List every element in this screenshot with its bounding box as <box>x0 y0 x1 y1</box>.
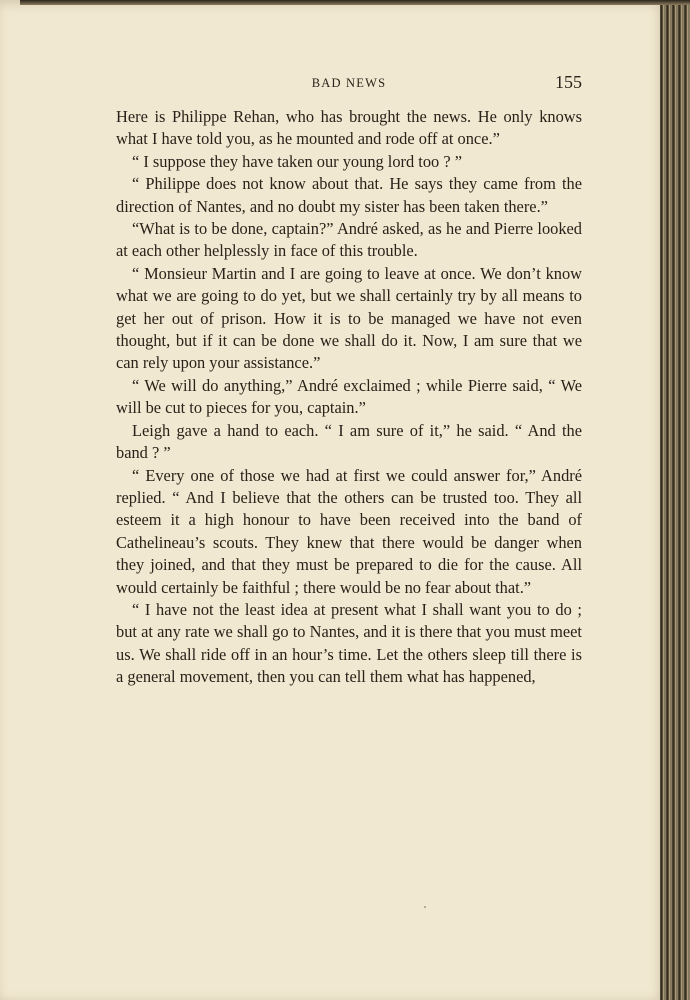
page-number: 155 <box>555 72 582 92</box>
running-head: BAD NEWS <box>311 76 387 90</box>
paragraph: “ We will do anything,” André exclaimed ; while Pierre said, “ We will be cut to pieces for you, captain.” <box>116 375 582 418</box>
page-header <box>116 72 582 96</box>
body-text <box>116 106 582 689</box>
paper-speck <box>424 906 426 908</box>
paragraph: “ I have not the least idea at present what I shall want you to do ; but at any rate we shall go to Nantes, and it is there that you must meet us. We shall ride off in an hour’s time. Let the others sleep till there is a general movement, then you can tell them what has happened, <box>116 599 582 687</box>
paragraph: “ Every one of those we had at first we could answer for,” André replied. “ And I believe that the others can be trusted too. They all esteem it a high honour to have been received into the band of Cathelineau’s scouts. They knew that there would be danger when they joined, and that they must be prepared to die for the cause. All would certainly be faithful ; there would be no fear about that.” <box>116 465 582 597</box>
paragraph: Leigh gave a hand to each. “ I am sure of it,” he said. “ And the band ? ” <box>116 420 582 463</box>
paragraph: “What is to be done, captain?” André asked, as he and Pierre looked at each other helplessly in face of this trouble. <box>116 219 582 261</box>
paragraph: Here is Philippe Rehan, who has brought the news. He only knows what I have told you, as he mounted and rode off at once.” <box>116 107 582 149</box>
page-stack-edge <box>660 0 690 1000</box>
binding-edge <box>20 0 690 5</box>
paragraph: “ Philippe does not know about that. He says they came from the direction of Nantes, and no doubt my sister has been taken there.” <box>116 174 582 216</box>
paragraph: “ I suppose they have taken our young lord too ? ” <box>132 151 462 171</box>
paragraph: “ Monsieur Martin and I are going to leave at once. We don’t know what we are going to do yet, but we shall certainly try by all means to get her out of prison. How it is to be managed we have not even thought, but if it can be done we shall do it. Now, I am sure that we can rely upon your assistance.” <box>116 263 582 373</box>
